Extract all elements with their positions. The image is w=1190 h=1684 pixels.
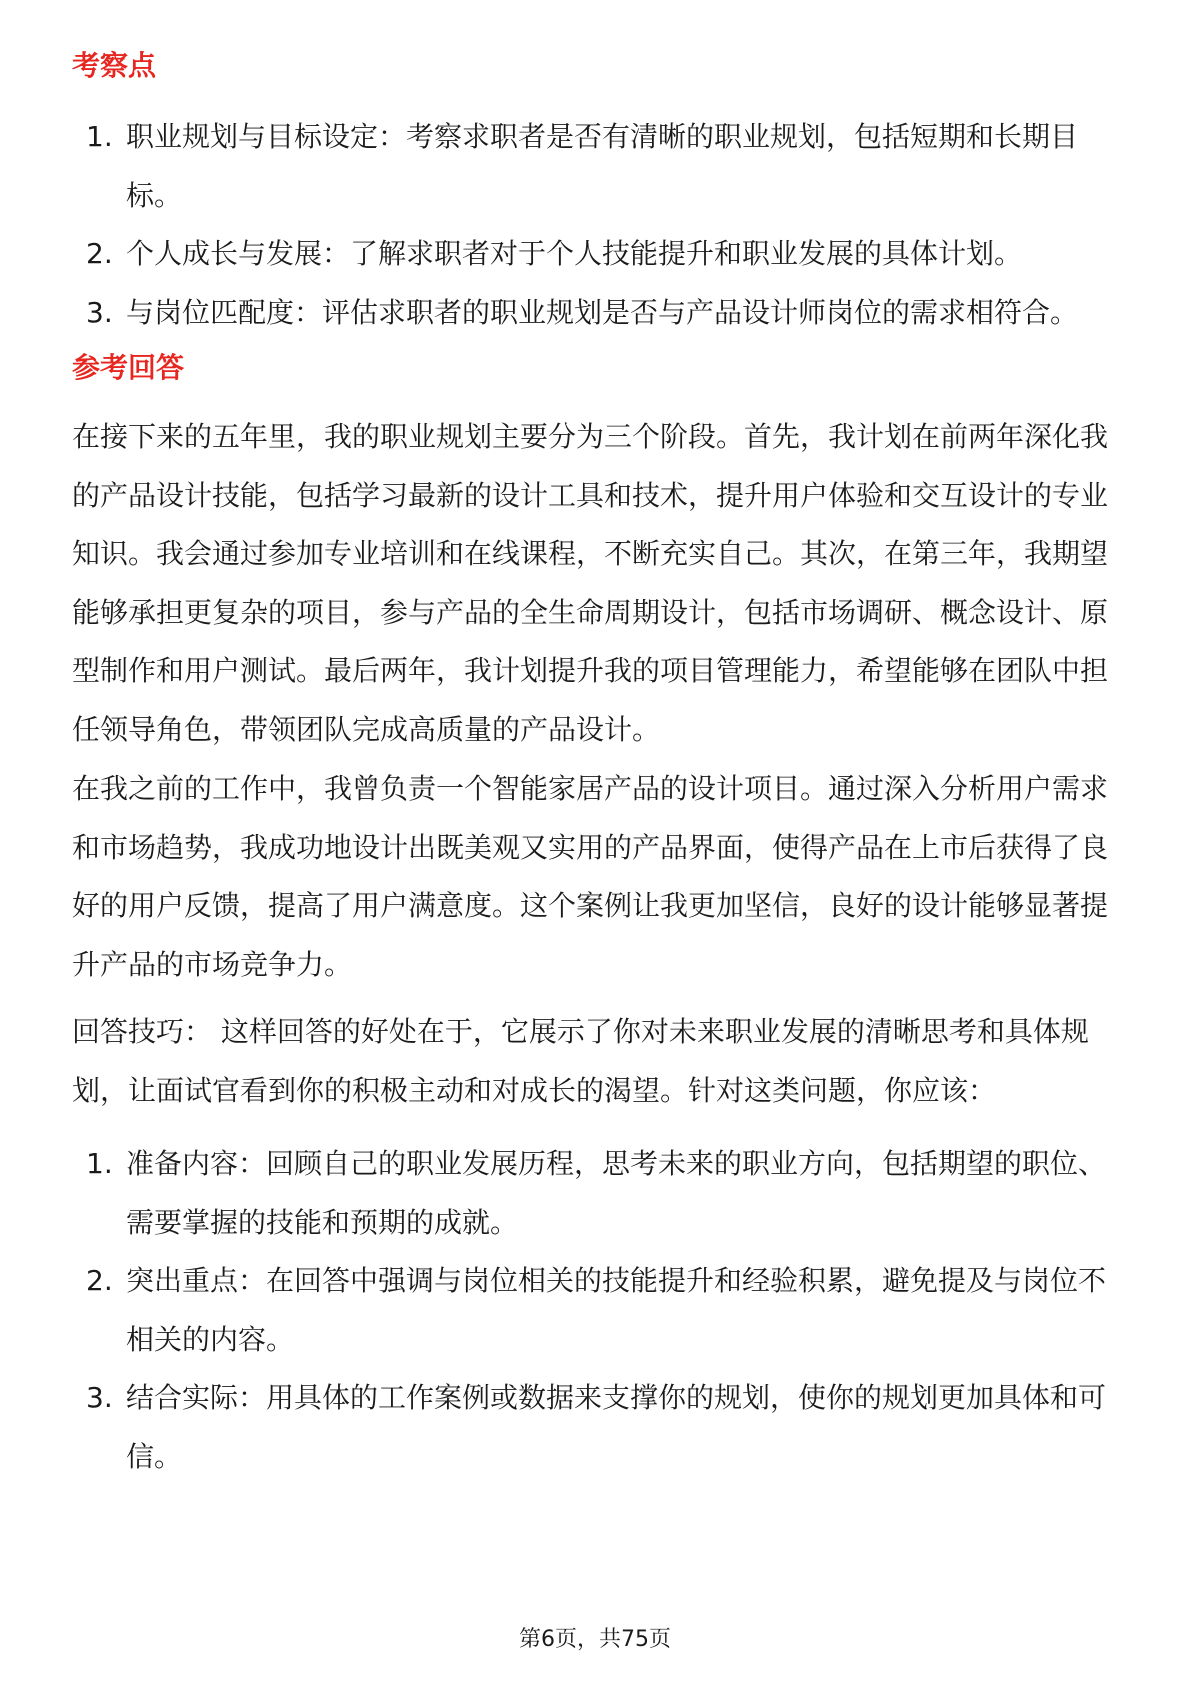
list-text: 与岗位匹配度：评估求职者的职业规划是否与产品设计师岗位的需求相符合。 xyxy=(126,295,1079,329)
answer-paragraph-2: 在我之前的工作中，我曾负责一个智能家居产品的设计项目。通过深入分析用户需求和市场趋势，我成功地设计出既美观又实用的产品界面，使得产品在上市后获得了良好的用户反馈，提高了用户满意度。这个案例让我更加坚信，良好的设计能够显著提升产品的市场竞争力。 xyxy=(72,772,1109,981)
tips-list xyxy=(72,1135,1132,1486)
list-item xyxy=(72,1369,1132,1486)
list-item xyxy=(72,1252,1132,1369)
answer-tips-intro: 回答技巧： 这样回答的好处在于，它展示了你对未来职业发展的清晰思考和具体规划，让面试官看到你的积极主动和对成长的渴望。针对这类问题，你应该： xyxy=(72,1015,1089,1107)
list-number: 3. xyxy=(86,1381,113,1414)
answer-paragraph-1: 在接下来的五年里，我的职业规划主要分为三个阶段。首先，我计划在前两年深化我的产品设计技能，包括学习最新的设计工具和技术，提升用户体验和交互设计的专业知识。我会通过参加专业培训和在线课程，不断充实自己。其次，在第三年，我期望能够承担更复杂的项目，参与产品的全生命周期设计，包括市场调研、概念设计、原型制作和用户测试。最后两年，我计划提升我的项目管理能力，希望能够在团队中担任领导角色，带领团队完成高质量的产品设计。 xyxy=(72,420,1109,746)
list-text: 职业规划与目标设定：考察求职者是否有清晰的职业规划，包括短期和长期目标。 xyxy=(126,120,1079,212)
list-number: 2. xyxy=(86,237,113,270)
list-item xyxy=(72,225,1132,284)
list-text: 突出重点：在回答中强调与岗位相关的技能提升和经验积累，避免提及与岗位不相关的内容。 xyxy=(126,1264,1107,1356)
list-text: 准备内容：回顾自己的职业发展历程，思考未来的职业方向，包括期望的职位、需要掌握的技能和预期的成就。 xyxy=(126,1147,1107,1239)
section-heading-assessment: 考察点 xyxy=(72,49,157,82)
assessment-list xyxy=(72,108,1132,342)
list-number: 2. xyxy=(86,1264,113,1297)
list-text: 个人成长与发展：了解求职者对于个人技能提升和职业发展的具体计划。 xyxy=(126,237,1023,270)
list-number: 1. xyxy=(86,120,113,153)
page-number-footer: 第6页，共75页 xyxy=(519,1627,671,1652)
list-item xyxy=(72,108,1132,225)
list-item xyxy=(72,284,1132,343)
list-number: 1. xyxy=(86,1147,113,1180)
list-text: 结合实际：用具体的工作案例或数据来支撑你的规划，使你的规划更加具体和可信。 xyxy=(126,1381,1107,1473)
list-item xyxy=(72,1135,1132,1252)
list-number: 3. xyxy=(86,295,113,329)
section-heading-reference-answer: 参考回答 xyxy=(72,351,185,384)
